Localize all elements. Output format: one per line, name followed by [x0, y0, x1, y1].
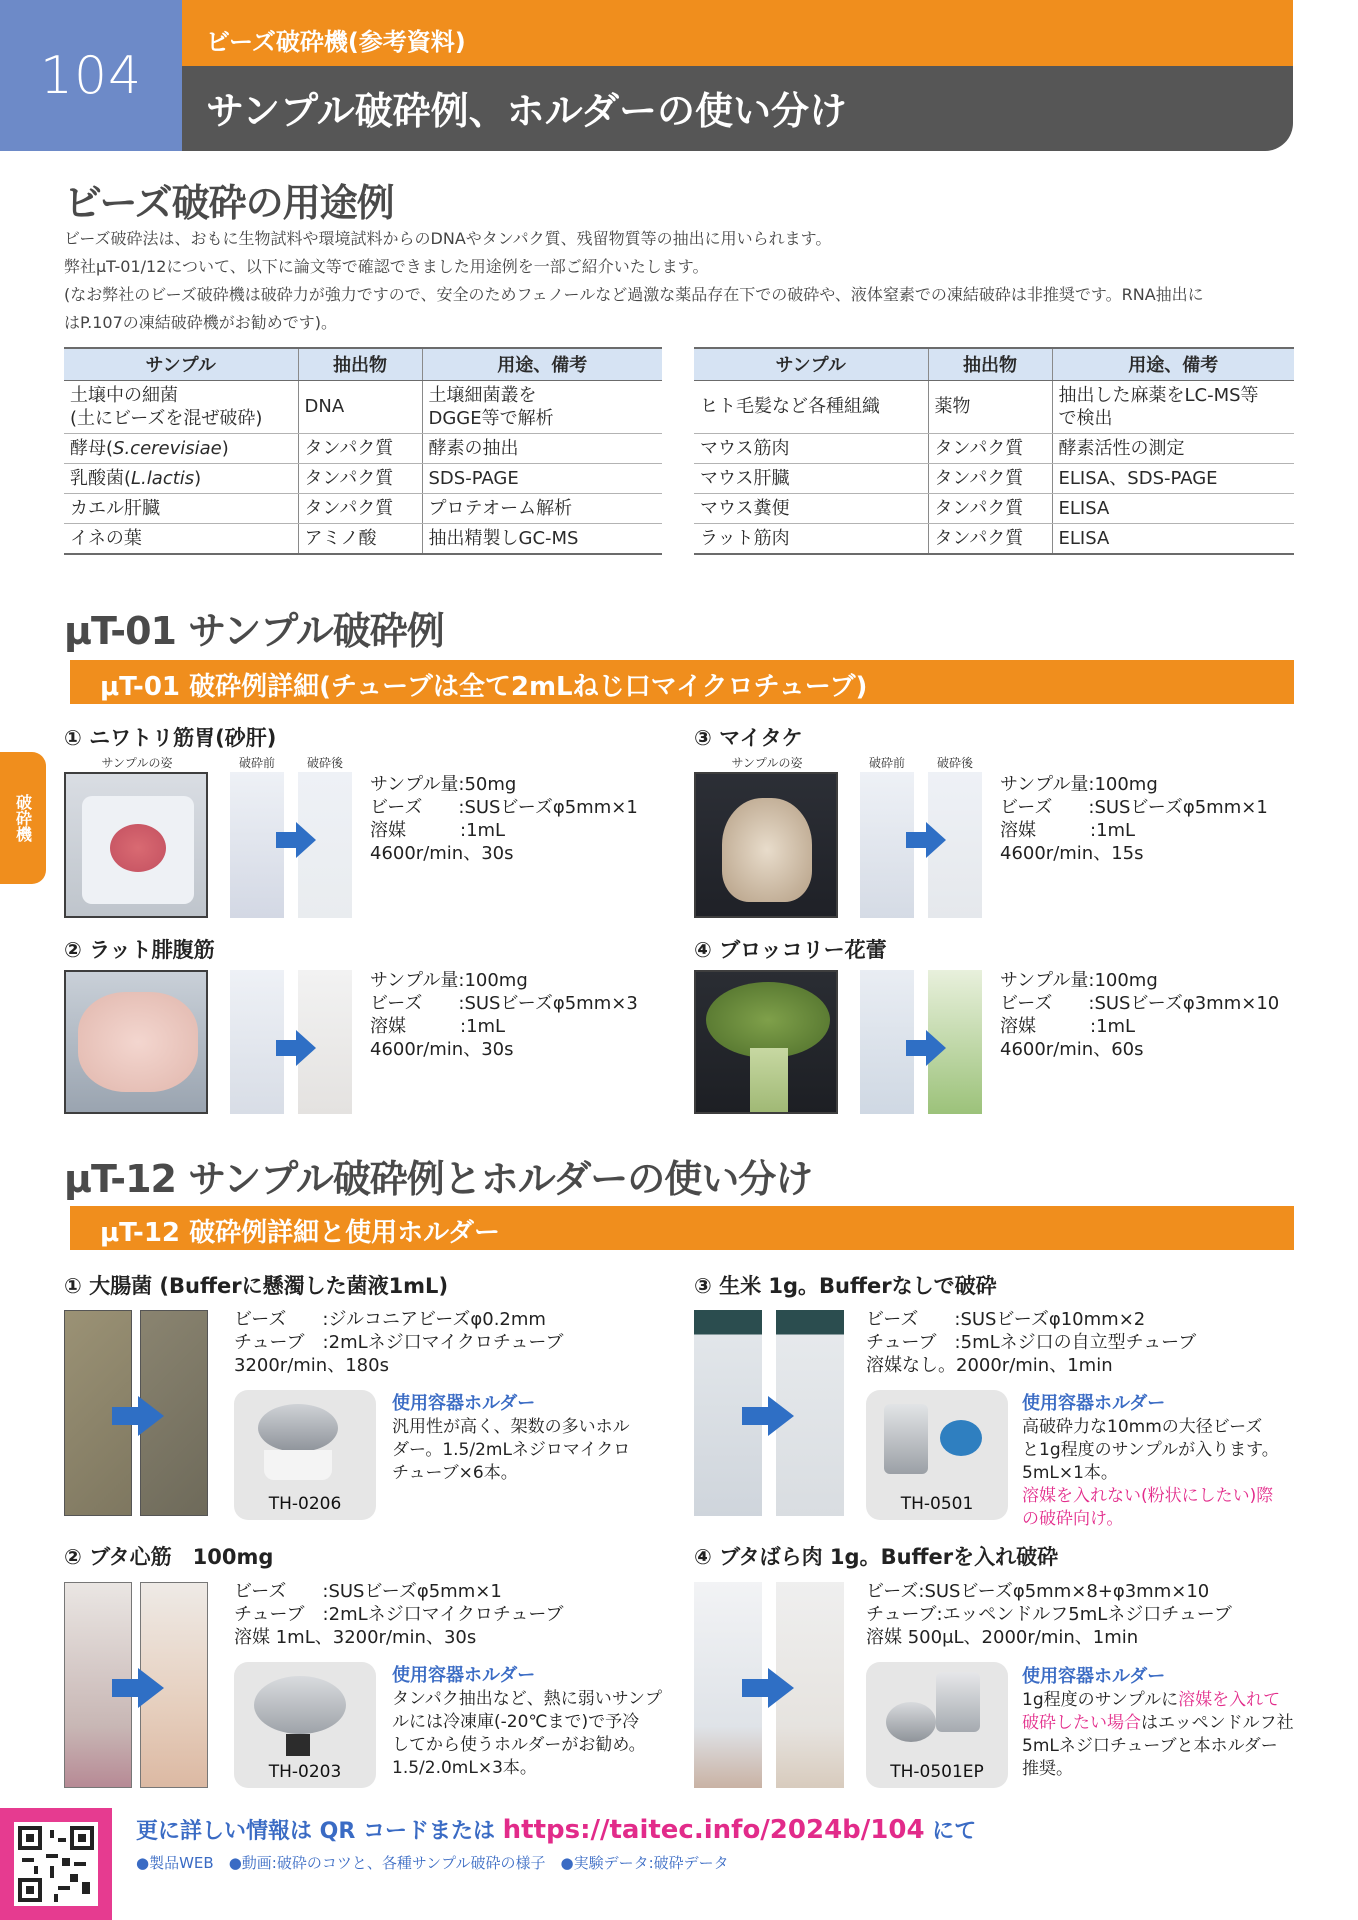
ut12-item-title: ④ ブタばら肉 1g。Bufferを入れ破砕 [694, 1545, 1059, 1569]
arrow-right-icon [742, 1396, 794, 1436]
ut12-bar: μT-12 破砕例詳細と使用ホルダー [64, 1206, 1294, 1250]
ut01-bar: μT-01 破砕例詳細(チューブは全て2mLねじ口マイクロチューブ) [64, 660, 1294, 704]
arrow-right-icon [742, 1668, 794, 1708]
holder-image [234, 1662, 376, 1788]
holder-code: TH-0206 [268, 1494, 342, 1514]
ut12-item-title: ③ 生米 1g。Bufferなしで破砕 [694, 1274, 997, 1298]
table-row: マウス肝臓 タンパク質 ELISA、SDS-PAGE [694, 463, 1294, 493]
holder-code: TH-0203 [268, 1762, 342, 1782]
table-row: ラット筋肉 タンパク質 ELISA [694, 523, 1294, 554]
holder-title: 使用容器ホルダー [1022, 1666, 1166, 1687]
category-label: ビーズ破砕機(参考資料) [182, 0, 1293, 66]
usage-table-right [694, 347, 1294, 555]
holder-description: タンパク抽出など、熱に弱いサンプ ルには冷凍庫(-20℃まで)で予冷 してから使うホルダーがお勧め。 1.5/2.0mL×3本。 [392, 1689, 662, 1778]
holder-title: 使用容器ホルダー [392, 1393, 536, 1414]
holder-note: 溶媒を入れない(粉状にしたい)際 の破砕向け。 [1022, 1486, 1274, 1529]
footer-info: 更に詳しい情報は QR コードまたは https://taitec.info/2024b/104 にて [136, 1815, 977, 1845]
ut12-item-spec: ビーズ :ジルコニアビーズφ0.2mm チューブ :2mLネジ口マイクロチューブ 3200r/min、180s [234, 1309, 564, 1376]
arrow-right-icon [276, 1030, 316, 1066]
holder-code: TH-0501 [900, 1494, 974, 1514]
caption-after: 破砕後 [306, 756, 343, 770]
holder-title: 使用容器ホルダー [392, 1665, 536, 1686]
caption-sample: サンプルの姿 [101, 756, 173, 770]
ut12-item-spec: ビーズ :SUSビーズφ10mm×2 チューブ :5mLネジ口の自立型チューブ 溶媒なし。2000r/min、1min [866, 1309, 1197, 1376]
holder-image [866, 1390, 1008, 1520]
ut01-item-title: ① ニワトリ筋胃(砂肝) [64, 726, 277, 750]
holder-description: 高破砕力な10mmの大径ビーズ と1g程度のサンプルが入ります。 5mL×1本。 [1022, 1417, 1279, 1483]
col-header: サンプル [64, 348, 298, 380]
ut01-item-title: ③ マイタケ [694, 726, 803, 750]
footer-url-link[interactable]: https://taitec.info/2024b/104 [502, 1815, 925, 1845]
table-row: 酵母(S.cerevisiae) タンパク質 酵素の抽出 [64, 433, 662, 463]
col-header: 抽出物 [298, 348, 422, 380]
holder-image [234, 1390, 376, 1520]
ut01-item-title: ② ラット腓腹筋 [64, 938, 215, 962]
caption-before: 破砕前 [238, 756, 275, 770]
sample-photo [64, 970, 208, 1114]
holder-image [866, 1662, 1008, 1788]
side-index-tab[interactable]: 破砕機 [0, 752, 46, 884]
table-row: 乳酸菌(L.lactis) タンパク質 SDS-PAGE [64, 463, 662, 493]
table-row: マウス糞便 タンパク質 ELISA [694, 493, 1294, 523]
ut01-item-title: ④ ブロッコリー花蕾 [694, 938, 887, 962]
arrow-right-icon [906, 1030, 946, 1066]
table-row: 土壌中の細菌 (土にビーズを混ぜ破砕) DNA 土壌細菌叢を DGGE等で解析 [64, 380, 662, 433]
table-row: ヒト毛髪など各種組織 薬物 抽出した麻薬をLC-MS等 で検出 [694, 380, 1294, 433]
caption-after: 破砕後 [936, 756, 973, 770]
footer-links[interactable]: ●製品WEB ●動画:破砕のコツと、各種サンプル破砕の様子 ●実験データ:破砕データ [136, 1854, 729, 1872]
arrow-right-icon [112, 1396, 164, 1436]
ut12-heading: μT-12 サンプル破砕例とホルダーの使い分け [64, 1157, 813, 1201]
col-header: 用途、備考 [1052, 348, 1294, 380]
col-header: 用途、備考 [422, 348, 662, 380]
usage-heading: ビーズ破砕の用途例 [64, 181, 394, 225]
ut01-item-spec: サンプル量:100mg ビーズ :SUSビーズφ5mm×3 溶媒 :1mL 4600r/min、30s [370, 970, 638, 1060]
holder-description: 汎用性が高く、架数の多いホル ダー。1.5/2mLネジロマイクロ チューブ×6本。 [392, 1417, 631, 1483]
col-header: サンプル [694, 348, 928, 380]
arrow-right-icon [276, 822, 316, 858]
ut12-item-title: ② ブタ心筋 100mg [64, 1545, 274, 1569]
arrow-right-icon [906, 822, 946, 858]
usage-description: ビーズ破砕法は、おもに生物試料や環境試料からのDNAやタンパク質、残留物質等の抽出に用いられます。 弊社μT-01/12について、以下に論文等で確認できました用途例を一部ご紹介いたします。 (なお弊社のビーズ破砕機は破砕力が強力ですので、安全のためフェノールなど過激な薬品存在下での破砕や、液体窒素での凍結破砕は非推奨です。RNA抽出に はP.107の凍結破砕機がお勧めです)。 [64, 229, 1204, 332]
ut01-heading: μT-01 サンプル破砕例 [64, 609, 444, 653]
ut12-item-title: ① 大腸菌 (Bufferに懸濁した菌液1mL) [64, 1274, 449, 1298]
table-row: マウス筋肉 タンパク質 酵素活性の測定 [694, 433, 1294, 463]
sample-photo [694, 772, 838, 918]
holder-code: TH-0501EP [890, 1762, 984, 1782]
usage-table-left [64, 347, 662, 555]
table-row: カエル肝臓 タンパク質 プロテオーム解析 [64, 493, 662, 523]
ut12-item-spec: ビーズ :SUSビーズφ5mm×1 チューブ :2mLネジ口マイクロチューブ 溶媒 1mL、3200r/min、30s [234, 1581, 564, 1648]
ut12-item-spec: ビーズ:SUSビーズφ5mm×8+φ3mm×10 チューブ:エッペンドルフ5mLネジ口チューブ 溶媒 500μL、2000r/min、1min [866, 1581, 1232, 1648]
ut01-item-spec: サンプル量:100mg ビーズ :SUSビーズφ5mm×1 溶媒 :1mL 4600r/min、15s [1000, 774, 1268, 864]
ut01-item-spec: サンプル量:50mg ビーズ :SUSビーズφ5mm×1 溶媒 :1mL 4600r/min、30s [370, 774, 638, 864]
sample-photo [694, 970, 838, 1114]
sample-photo [64, 772, 208, 918]
caption-before: 破砕前 [868, 756, 905, 770]
arrow-right-icon [112, 1668, 164, 1708]
col-header: 抽出物 [928, 348, 1052, 380]
caption-sample: サンプルの姿 [731, 756, 803, 770]
table-row: イネの葉 アミノ酸 抽出精製しGC-MS [64, 523, 662, 554]
ut01-item-spec: サンプル量:100mg ビーズ :SUSビーズφ3mm×10 溶媒 :1mL 4600r/min、60s [1000, 970, 1280, 1060]
qr-code-icon[interactable] [0, 1808, 112, 1920]
page-number: 104 [0, 0, 182, 151]
page-title: サンプル破砕例、ホルダーの使い分け [182, 66, 1293, 151]
holder-title: 使用容器ホルダー [1022, 1393, 1166, 1414]
holder-description: 1g程度のサンプルに溶媒を入れて 破砕したい場合はエッペンドルフ社 5mLネジ口チューブと本ホルダー 推奨。 [1022, 1690, 1294, 1779]
